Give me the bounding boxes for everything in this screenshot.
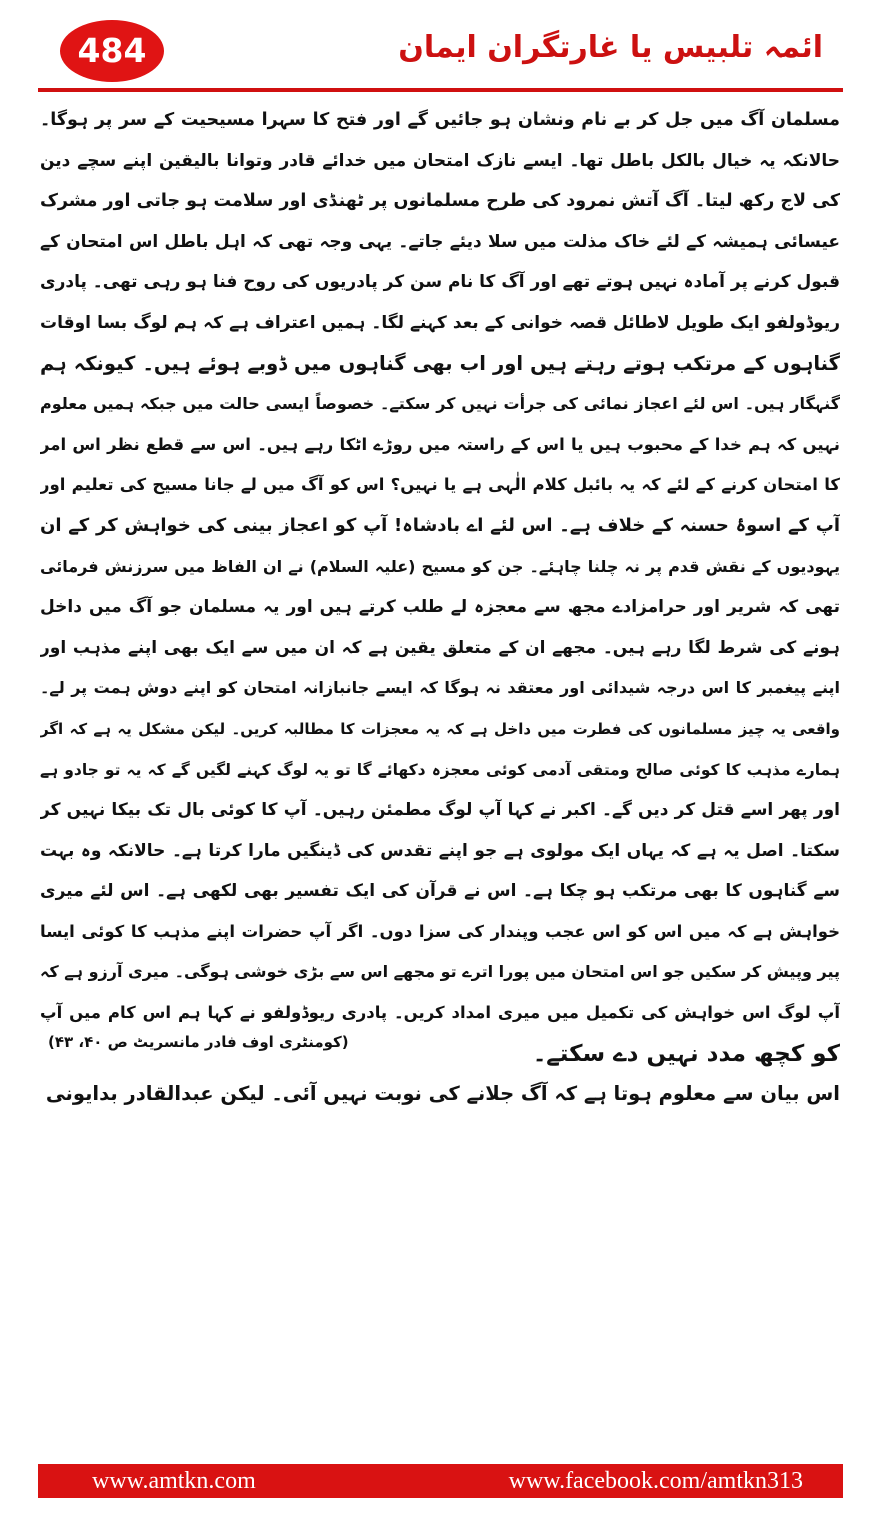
text-line: ہمارے مذہب کا کوئی صالح ومتقی آدمی کوئی معجزہ دکھائے گا تو یہ لوگ کہنے لگیں گے کہ یہ تو جادو ہے bbox=[40, 760, 840, 779]
text-line: نہیں کہ ہم خدا کے محبوب ہیں یا اس کے راستہ میں روڑے اٹکا رہے ہیں۔ اس سے قطع نظر اس امر bbox=[40, 434, 840, 454]
paragraph-end-row bbox=[40, 1034, 840, 1075]
text-line: ریوڈولفو ایک طویل لاطائل قصہ خوانی کے بعد کہنے لگا۔ ہمیں اعتراف ہے کہ ہم لوگ بسا اوقات bbox=[40, 312, 840, 333]
facebook-link[interactable]: www.facebook.com/amtkn313 bbox=[508, 1468, 803, 1494]
text-line: تھی کہ شریر اور حرامزادے مجھ سے معجزہ لے طلب کرتے ہیں اور یہ مسلمان جو آگ میں داخل bbox=[40, 597, 840, 618]
text-line: حالانکہ یہ خیال بالکل باطل تھا۔ ایسے نازک امتحان میں خدائے قادر وتوانا بالیقین اپنے سچے دین bbox=[40, 150, 840, 171]
text-line: خواہش ہے کہ میں اس کو اس عجب وپندار کی سزا دوں۔ اگر آپ حضرات اپنے مذہب کا کوئی ایسا bbox=[40, 921, 840, 941]
citation-reference: (کومنٹری اوف فادر مانسریٹ ص ۴۰، ۴۳) bbox=[48, 1032, 349, 1051]
text-line: کی لاج رکھ لیتا۔ آگ آتش نمرود کی طرح مسلمانوں پر ٹھنڈی اور سلامت ہو جاتی اور مشرک bbox=[40, 191, 840, 212]
text-line: واقعی یہ چیز مسلمانوں کی فطرت میں داخل ہے کہ یہ معجزات کا مطالبہ کریں۔ لیکن مشکل یہ ہے کہ اگر bbox=[40, 719, 840, 738]
paragraph-end-text: کو کچھ مدد نہیں دے سکتے۔ bbox=[532, 1040, 840, 1067]
website-link[interactable]: www.amtkn.com bbox=[92, 1468, 256, 1494]
text-line: پیر وپیش کر سکیں جو اس امتحان میں پورا اترے تو مجھے اس سے بڑی خوشی ہوگی۔ میری آرزو ہے کہ bbox=[40, 962, 840, 982]
text-line: یہودیوں کے نقش قدم پر نہ چلنا چاہئے۔ جن کو مسیح (علیہ السلام) نے ان الفاظ میں سرزنش فرمائی bbox=[40, 556, 840, 576]
text-line: اور پھر اسے قتل کر دیں گے۔ اکبر نے کہا آپ لوگ مطمئن رہیں۔ آپ کا کوئی بال تک بیکا نہیں کر bbox=[40, 800, 840, 821]
text-line: مسلمان آگ میں جل کر بے نام ونشان ہو جائیں گے اور فتح کا سہرا مسیحیت کے سر پر ہوگا۔ bbox=[40, 110, 840, 130]
text-line: گناہوں کے مرتکب ہوتے رہتے ہیں اور اب بھی گناہوں میں ڈوبے ہوئے ہیں۔ کیونکہ ہم bbox=[40, 351, 840, 375]
header-divider bbox=[38, 88, 843, 92]
closing-line: اس بیان سے معلوم ہوتا ہے کہ آگ جلانے کی نوبت نہیں آئی۔ لیکن عبدالقادر بدایونی bbox=[45, 1082, 840, 1106]
text-line: گنہگار ہیں۔ اس لئے اعجاز نمائی کی جرأت نہیں کر سکتے۔ خصوصاً ایسی حالت میں جبکہ ہمیں معلوم bbox=[40, 394, 840, 414]
text-line: سے گناہوں کا بھی مرتکب ہو چکا ہے۔ اس نے قرآن کی ایک تفسیر بھی لکھی ہے۔ اس لئے میری bbox=[40, 881, 840, 902]
text-line: اپنے پیغمبر کا اس درجہ شیدائی اور معتقد نہ ہوگا کہ ایسے جانبازانہ امتحان کو اپنے دوش ہمت پر لے۔ bbox=[40, 678, 840, 698]
text-line: ہونے کی شرط لگا رہے ہیں۔ مجھے ان کے متعلق یقین ہے کہ ان میں سے ایک بھی اپنے مذہب اور bbox=[40, 637, 840, 658]
footer-bar bbox=[38, 1464, 843, 1498]
book-title: ائمہ تلبیس یا غارتگران ایمان bbox=[398, 30, 823, 65]
text-line: آپ لوگ اس خواہش کی تکمیل میں میری امداد کریں۔ پادری ریوڈولفو نے کہا ہم اس کام میں آپ bbox=[40, 1003, 840, 1023]
text-line: آپ کے اسوۂ حسنہ کے خلاف ہے۔ اس لئے اے بادشاہ! آپ کو اعجاز بینی کی خواہش کر کے ان bbox=[40, 514, 840, 536]
text-line: کا امتحان کرنے کے لئے کہ یہ بائبل کلام الٰہی ہے یا نہیں؟ اس کو آگ میں لے جانا مسیح کی تعلیم اور bbox=[40, 475, 840, 495]
text-line: قبول کرنے پر آمادہ نہیں ہوتے تھے اور آگ کا نام سن کر پادریوں کی روح فنا ہو رہی تھی۔ پادری bbox=[40, 272, 840, 293]
page-header bbox=[38, 6, 843, 90]
page-number-badge: 484 bbox=[60, 20, 164, 82]
text-line: عیسائی ہمیشہ کے لئے خاک مذلت میں سلا دیئے جاتے۔ یہی وجہ تھی کہ اہل باطل اس امتحان کے bbox=[40, 231, 840, 252]
page-body bbox=[40, 100, 840, 1115]
text-line: سکتا۔ اصل یہ ہے کہ یہاں ایک مولوی ہے جو اپنے تقدس کی ڈینگیں مارا کرتا ہے۔ حالانکہ وہ بہت bbox=[40, 840, 840, 861]
